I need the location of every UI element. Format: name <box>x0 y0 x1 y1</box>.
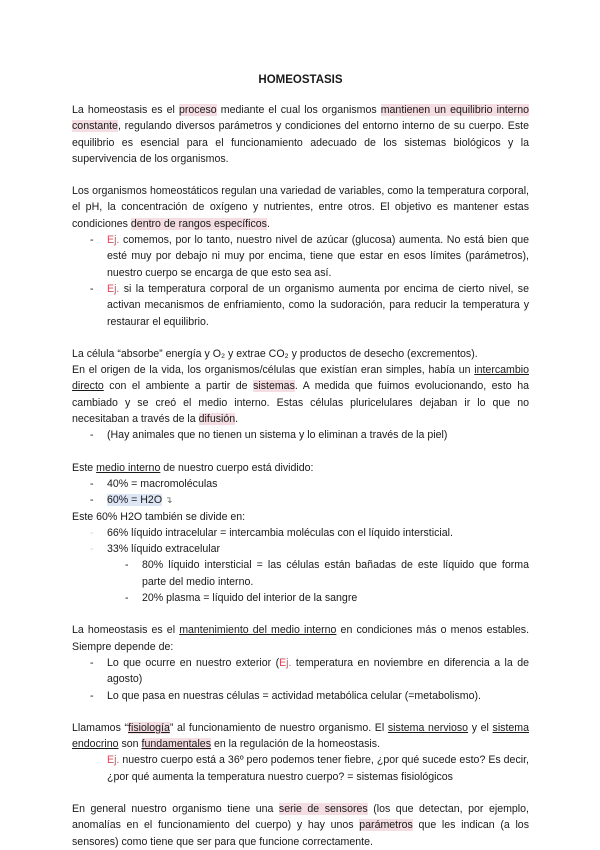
list-item-celulas: - Lo que pasa en nuestras células = actividad metabólica celular (=metabolismo). <box>90 689 481 702</box>
highlight-rangos: dentro de rangos específicos <box>130 217 267 230</box>
paragraph-medio-interno: Este medio interno de nuestro cuerpo está dividido: <box>72 461 314 474</box>
highlight-fundamentales: fundamentales <box>141 738 211 751</box>
highlight-sensores: serie de sensores <box>278 802 368 815</box>
example-label: Ej. <box>107 754 120 767</box>
highlight-equilibrio: mantienen un equilibrio interno constante <box>72 104 529 133</box>
list-item-20: - 20% plasma = líquido del interior de la sangre <box>125 592 358 605</box>
underline-intercambio: intercambio directo <box>72 364 529 393</box>
arrow-icon: ↴ <box>165 495 173 506</box>
highlight-proceso: proceso <box>179 104 217 116</box>
list-item-example-glucose: - Ej. comemos, por lo tanto, nuestro nivel de azúcar (glucosa) aumenta. No está bien que esté muy por debajo ni muy por encima, tiene que estar en esos límites (parámetros), nuestro cuerpo se encarga de que esto sea así. <box>90 234 529 279</box>
example-label: Ej. <box>279 656 292 669</box>
paragraph-origin: En el origen de la vida, los organismos/células que existían eran simples, había un intercambio directo con el ambiente a partir de sistemas. A medida que fuimos evolucionando, esto ha cambiado y se creó el medio interno. Estas células pluricelulares dejaban ir lo que no necesitaban a través de la difusión. <box>72 364 529 426</box>
highlight-fisiologia: fisiología <box>128 721 170 734</box>
highlight-sistemas: sistemas <box>253 380 295 393</box>
paragraph-60-split: Este 60% H2O también se divide en: <box>72 510 246 523</box>
paragraph-mantenimiento: La homeostasis es el mantenimiento del medio interno en condiciones más o menos estables. Siempre depende de: <box>72 624 530 653</box>
list-item-33: - 33% líquido extracelular <box>90 543 221 556</box>
paragraph-cell: La célula “absorbe” energía y O₂ y extrae CO₂ y productos de desecho (excrementos). <box>72 347 478 360</box>
list-item-80: - 80% líquido intersticial = las células están bañadas de este líquido que forma parte del medio interno. <box>125 559 529 588</box>
highlight-60: 60% = H2O <box>107 494 163 507</box>
underline-sistema-endocrino: sistema endocrino <box>72 721 530 751</box>
list-item-40: - 40% = macromoléculas <box>90 477 218 490</box>
list-item-60: - 60% = H2O ↴ <box>90 494 173 507</box>
document-page <box>72 72 529 850</box>
paragraph-definition: La homeostasis es el proceso mediante el cual los organismos mantienen un equilibrio interno constante, regulando diversos parámetros y condiciones del entorno interno de su cuerpo. Este equilibrio es esencial para el funcionamiento adecuado de los sistemas biológicos y la supervivencia de los organismos. <box>72 104 529 165</box>
underline-mantenimiento: mantenimiento del medio interno <box>179 624 337 637</box>
example-fever: Ej. nuestro cuerpo está a 36º pero podemos tener fiebre, ¿por qué sucede esto? Es decir, ¿por qué aumenta la temperatura nuestro cuerpo? = sistemas fisiológicos <box>107 754 529 783</box>
paragraph-variables: Los organismos homeostáticos regulan una variedad de variables, como la temperatura corporal, el pH, la concentración de oxígeno y nutrientes, entre otros. El objetivo es mantener estas condiciones dentro de rangos específicos. <box>72 185 529 230</box>
paragraph-fisiologia: Llamamos “fisiología” al funcionamiento de nuestro organismo. El sistema nervioso y el sistema endocrino son fundamentales en la regulación de la homeostasis. <box>72 721 530 751</box>
page-title: HOMEOSTASIS <box>258 74 343 86</box>
underline-sistema-nervioso: sistema nervioso <box>387 721 469 734</box>
highlight-difusion: difusión <box>198 413 236 426</box>
list-item-exterior: - Lo que ocurre en nuestro exterior (Ej. temperatura en noviembre en diferencia a la de agosto) <box>90 656 530 686</box>
example-label: Ej. <box>107 234 120 247</box>
list-item-66: - 66% líquido intracelular = intercambia moléculas con el líquido intersticial. <box>90 526 453 539</box>
example-label: Ej. <box>107 282 120 295</box>
list-item-example-temperature: - Ej. si la temperatura corporal de un organismo aumenta por encima de cierto nivel, se activan mecanismos de enfriamiento, como la sudoración, para reducir la temperatura y restaurar el equilibrio. <box>90 282 529 328</box>
highlight-parametros: parámetros <box>359 819 413 832</box>
paragraph-sensores: En general nuestro organismo tiene una serie de sensores (los que detectan, por ejemplo, anomalías en el funcionamiento del cuerpo) y hay unos parámetros que les indican (a los sensores) como tiene que ser para que funcione correctamente. <box>72 802 529 848</box>
underline-medio-interno: medio interno <box>96 461 161 474</box>
list-item-note-skin: - (Hay animales que no tienen un sistema y lo eliminan a través de la piel) <box>90 429 448 442</box>
